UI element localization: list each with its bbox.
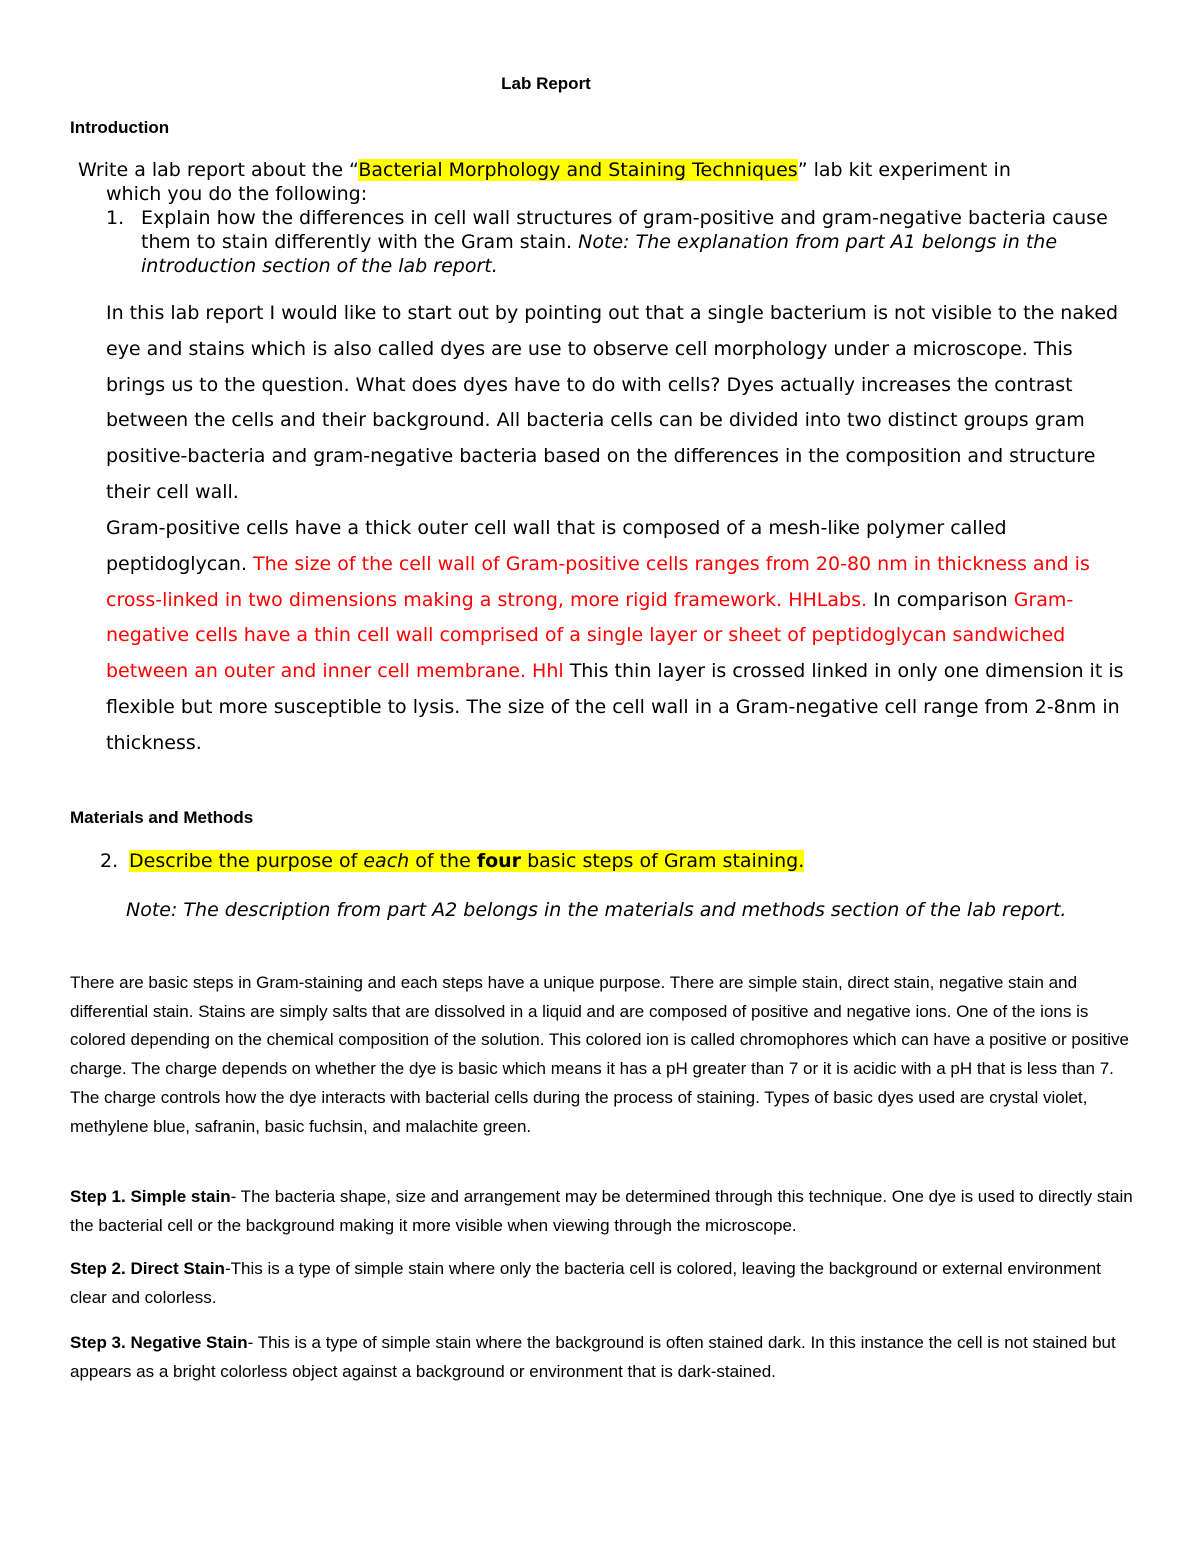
step-2-paragraph <box>70 1255 1140 1312</box>
introduction-heading: Introduction <box>70 118 170 137</box>
question-2 <box>100 848 1140 874</box>
red-citation-text: Gram-negative cells have a thin cell wall comprised of a single layer or sheet of peptidoglycan sandwiched between an outer and inner cell membrane. Hhl <box>106 588 1074 683</box>
question-text: Explain how the differences in cell wall structures of gram-positive and gram-negative bacteria cause them to stain differently with the Gram stain. <box>141 207 1108 253</box>
question-2-note: Note: The description from part A2 belongs in the materials and methods section of the lab report. <box>126 899 1067 921</box>
step-3-paragraph <box>70 1329 1140 1386</box>
introduction-paragraph-2 <box>106 511 1136 762</box>
step-label: Step 3. Negative Stain <box>70 1333 248 1352</box>
introduction-paragraph-1: In this lab report I would like to start out by pointing out that a single bacterium is not visible to the naked eye and stains which is also called dyes are use to observe cell morphology under a microscope. This brings us to the question. What does dyes have to do with cells? Dyes actually increases the contrast between the cells and their background. All bacteria cells can be divided into two distinct groups gram positive-bacteria and gram-negative bacteria based on the differences in the composition and structure their cell wall. <box>106 302 1119 503</box>
question-note: Note: The explanation from part A1 belongs in the introduction section of the lab report. <box>141 231 1058 277</box>
red-citation-text: The size of the cell wall of Gram-positive cells ranges from 20-80 nm in thickness and is cross-linked in two dimensions making a strong, more rigid framework. HHLabs. <box>106 552 1090 611</box>
page-title: Lab Report <box>501 74 591 93</box>
step-text: - The bacteria shape, size and arrangement may be determined through this technique. One dye is used to directly stain the bacterial cell or the background making it more visible when viewing through the microscope. <box>70 1187 1133 1235</box>
highlighted-experiment-title: Bacterial Morphology and Staining Techniques <box>358 159 798 181</box>
step-1-paragraph <box>70 1183 1140 1240</box>
question-number: 1. <box>106 207 125 229</box>
step-text: -This is a type of simple stain where only the bacteria cell is colored, leaving the background or external environment clear and colorless. <box>70 1259 1101 1307</box>
prompt-text-end: ” lab kit experiment in <box>797 159 1011 181</box>
paragraph-text: In comparison <box>867 588 1014 611</box>
question-emphasis: each <box>363 850 410 872</box>
question-text: basic steps of Gram staining. <box>521 850 805 872</box>
highlighted-question <box>129 850 804 872</box>
question-text: of the <box>409 850 477 872</box>
step-label: Step 2. Direct Stain <box>70 1259 225 1278</box>
question-bold: four <box>476 850 522 872</box>
paragraph-text: This thin layer is crossed linked in only one dimension it is flexible but more susceptible to lysis. The size of the cell wall in a Gram-negative cell range from 2-8nm in thickness. <box>106 660 1124 754</box>
question-text: Describe the purpose of <box>129 850 364 872</box>
question-number: 2. <box>100 850 119 872</box>
step-label: Step 1. Simple stain <box>70 1187 231 1206</box>
paragraph-text: Gram-positive cells have a thick outer cell wall that is composed of a mesh-like polymer called peptidoglycan. <box>106 517 1007 575</box>
question-1 <box>106 206 1146 278</box>
assignment-prompt <box>78 158 1138 206</box>
methods-paragraph: There are basic steps in Gram-staining and each steps have a unique purpose. There are simple stain, direct stain, negative stain and differential stain. Stains are simply salts that are dissolved in a liquid and are composed of positive and negative ions. One of the ions is colored depending on the chemical composition of the solution. This colored ion is called chromophores which can have a positive or positive charge. The charge depends on whether the dye is basic which means it has a pH greater than 7 or it is acidic with a pH that is less than 7. The charge controls how the dye interacts with bacterial cells during the process of staining. Types of basic dyes used are crystal violet, methylene blue, safranin, basic fuchsin, and malachite green. <box>70 973 1130 1136</box>
prompt-text: Write a lab report about the “ <box>78 159 359 181</box>
prompt-text-line2: which you do the following: <box>106 183 368 205</box>
step-text: - This is a type of simple stain where the background is often stained dark. In this instance the cell is not stained but appears as a bright colorless object against a background or environment that is dark-stained. <box>70 1333 1116 1381</box>
materials-methods-heading: Materials and Methods <box>70 808 254 827</box>
